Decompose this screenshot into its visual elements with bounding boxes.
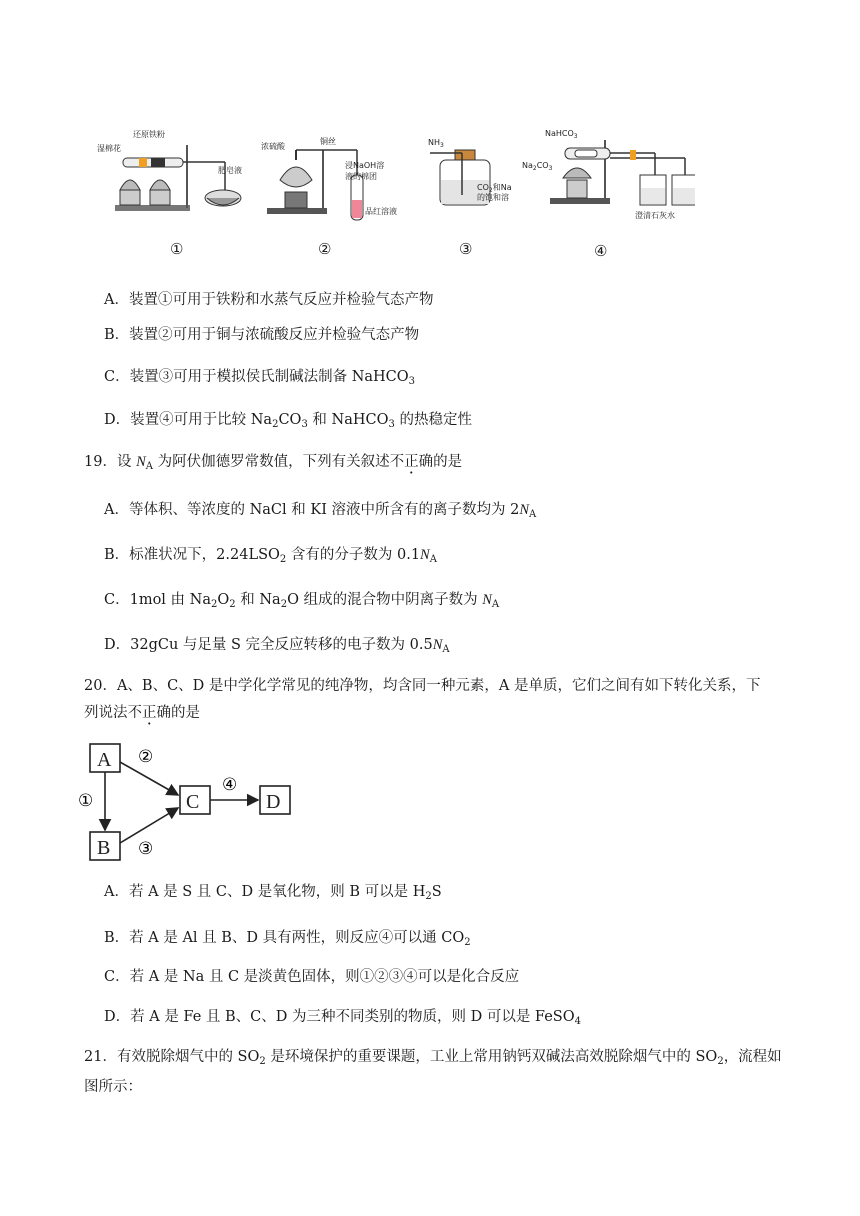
q19-option-b: B．标准状况下，$2.24LSO_2$ 含有的分子数为 $0.1N_A$: [104, 547, 437, 565]
caption-4: ④: [594, 242, 608, 260]
q18-option-a: A．装置①可用于铁粉和水蒸气反应并检验气态产物: [104, 292, 434, 308]
box-d-label: D: [266, 791, 281, 813]
apparatus-1: [97, 129, 242, 211]
q20-stem-line2: 列说法不正确的是: [84, 705, 200, 721]
reaction-3: ③: [138, 839, 154, 859]
q19-option-a: A．等体积、等浓度的 NaCl 和 KI 溶液中所含有的离子数均为 $2N_A$: [104, 502, 537, 520]
q20-option-a: A．若 A 是 S 且 C、D 是氧化物，则 B 可以是 $H_2S$: [104, 884, 442, 902]
label-na2co3: $Na_2CO_3$: [522, 161, 553, 172]
label-naoh-cotton-1: 浸NaOH溶: [345, 161, 385, 170]
q21-stem-line1: 21．有效脱除烟气中的 $SO_2$ 是环境保护的重要课题，工业上常用钠钙双碱法高效脱除烟气中的 $SO_2$，流程如: [84, 1049, 782, 1067]
apparatus-4: [522, 129, 695, 220]
label-nh3: $NH_3$: [428, 138, 444, 149]
box-b-label: B: [97, 837, 111, 859]
q18-option-b: B．装置②可用于铜与浓硫酸反应并检验气态产物: [104, 327, 420, 343]
arrow-3: [120, 808, 178, 843]
q20-option-d: D．若 A 是 Fe 且 B、C、D 为三种不同类别的物质，则 D 可以是 FeSO$_4$: [104, 1009, 581, 1027]
q19-stem: 19．设 $N_A$ 为阿伏伽德罗常数值，下列有关叙述不正确的是: [84, 454, 463, 472]
reaction-2: ②: [138, 747, 154, 767]
box-a-label: A: [97, 749, 112, 771]
label-wet-cotton: 湿棉花: [97, 144, 121, 153]
apparatus-3: [428, 138, 512, 205]
label-magenta: 品红溶液: [365, 207, 397, 216]
reaction-4: ④: [222, 775, 238, 795]
q20-option-b: B．若 A 是 Al 且 B、D 具有两性，则反应④可以通 $CO_2$: [104, 930, 471, 948]
q20-option-c: C．若 A 是 Na 且 C 是淡黄色固体，则①②③④可以是化合反应: [104, 969, 520, 985]
caption-1: ①: [170, 240, 184, 258]
label-reduced-iron: 还原铁粉: [133, 130, 165, 139]
label-nahco3: NaHCO$_3$: [545, 129, 578, 140]
q18-option-d: D．装置④可用于比较 $Na_2CO_3$ 和 NaHCO$_3$ 的热稳定性: [104, 412, 472, 430]
label-limewater: 澄清石灰水: [635, 211, 675, 220]
label-naoh-cotton-2: 液的棉团: [345, 172, 377, 181]
caption-3: ③: [459, 240, 473, 258]
reaction-1: ①: [78, 791, 94, 811]
caption-2: ②: [318, 240, 332, 258]
box-c-label: C: [186, 791, 200, 813]
apparatus-2: [261, 136, 397, 220]
q21-stem-line2: 图所示：: [84, 1079, 142, 1095]
q19-option-c: C．1mol 由 $Na_2O_2$ 和 $Na_2O$ 组成的混合物中阴离子数为 $N_A$: [104, 592, 500, 610]
label-conc-acid: 浓硫酸: [261, 142, 285, 151]
q20-stem-line1: 20．A、B、C、D 是中学化学常见的纯净物，均含同一种元素，A 是单质，它们之间有如下转化关系，下: [84, 678, 761, 694]
label-copper: 铜丝: [320, 137, 336, 146]
label-co2-nacl-2: 的饱和溶: [477, 193, 509, 202]
conversion-diagram: [76, 740, 306, 865]
q19-option-d: D．32gCu 与足量 S 完全反应转移的电子数为 $0.5N_A$: [104, 637, 450, 655]
label-soap: 肥皂液: [218, 166, 242, 175]
q18-option-c: C．装置③可用于模拟侯氏制碱法制备 NaHCO$_3$: [104, 369, 416, 387]
label-co2-nacl-1: $CO_2$和Na: [477, 183, 512, 194]
